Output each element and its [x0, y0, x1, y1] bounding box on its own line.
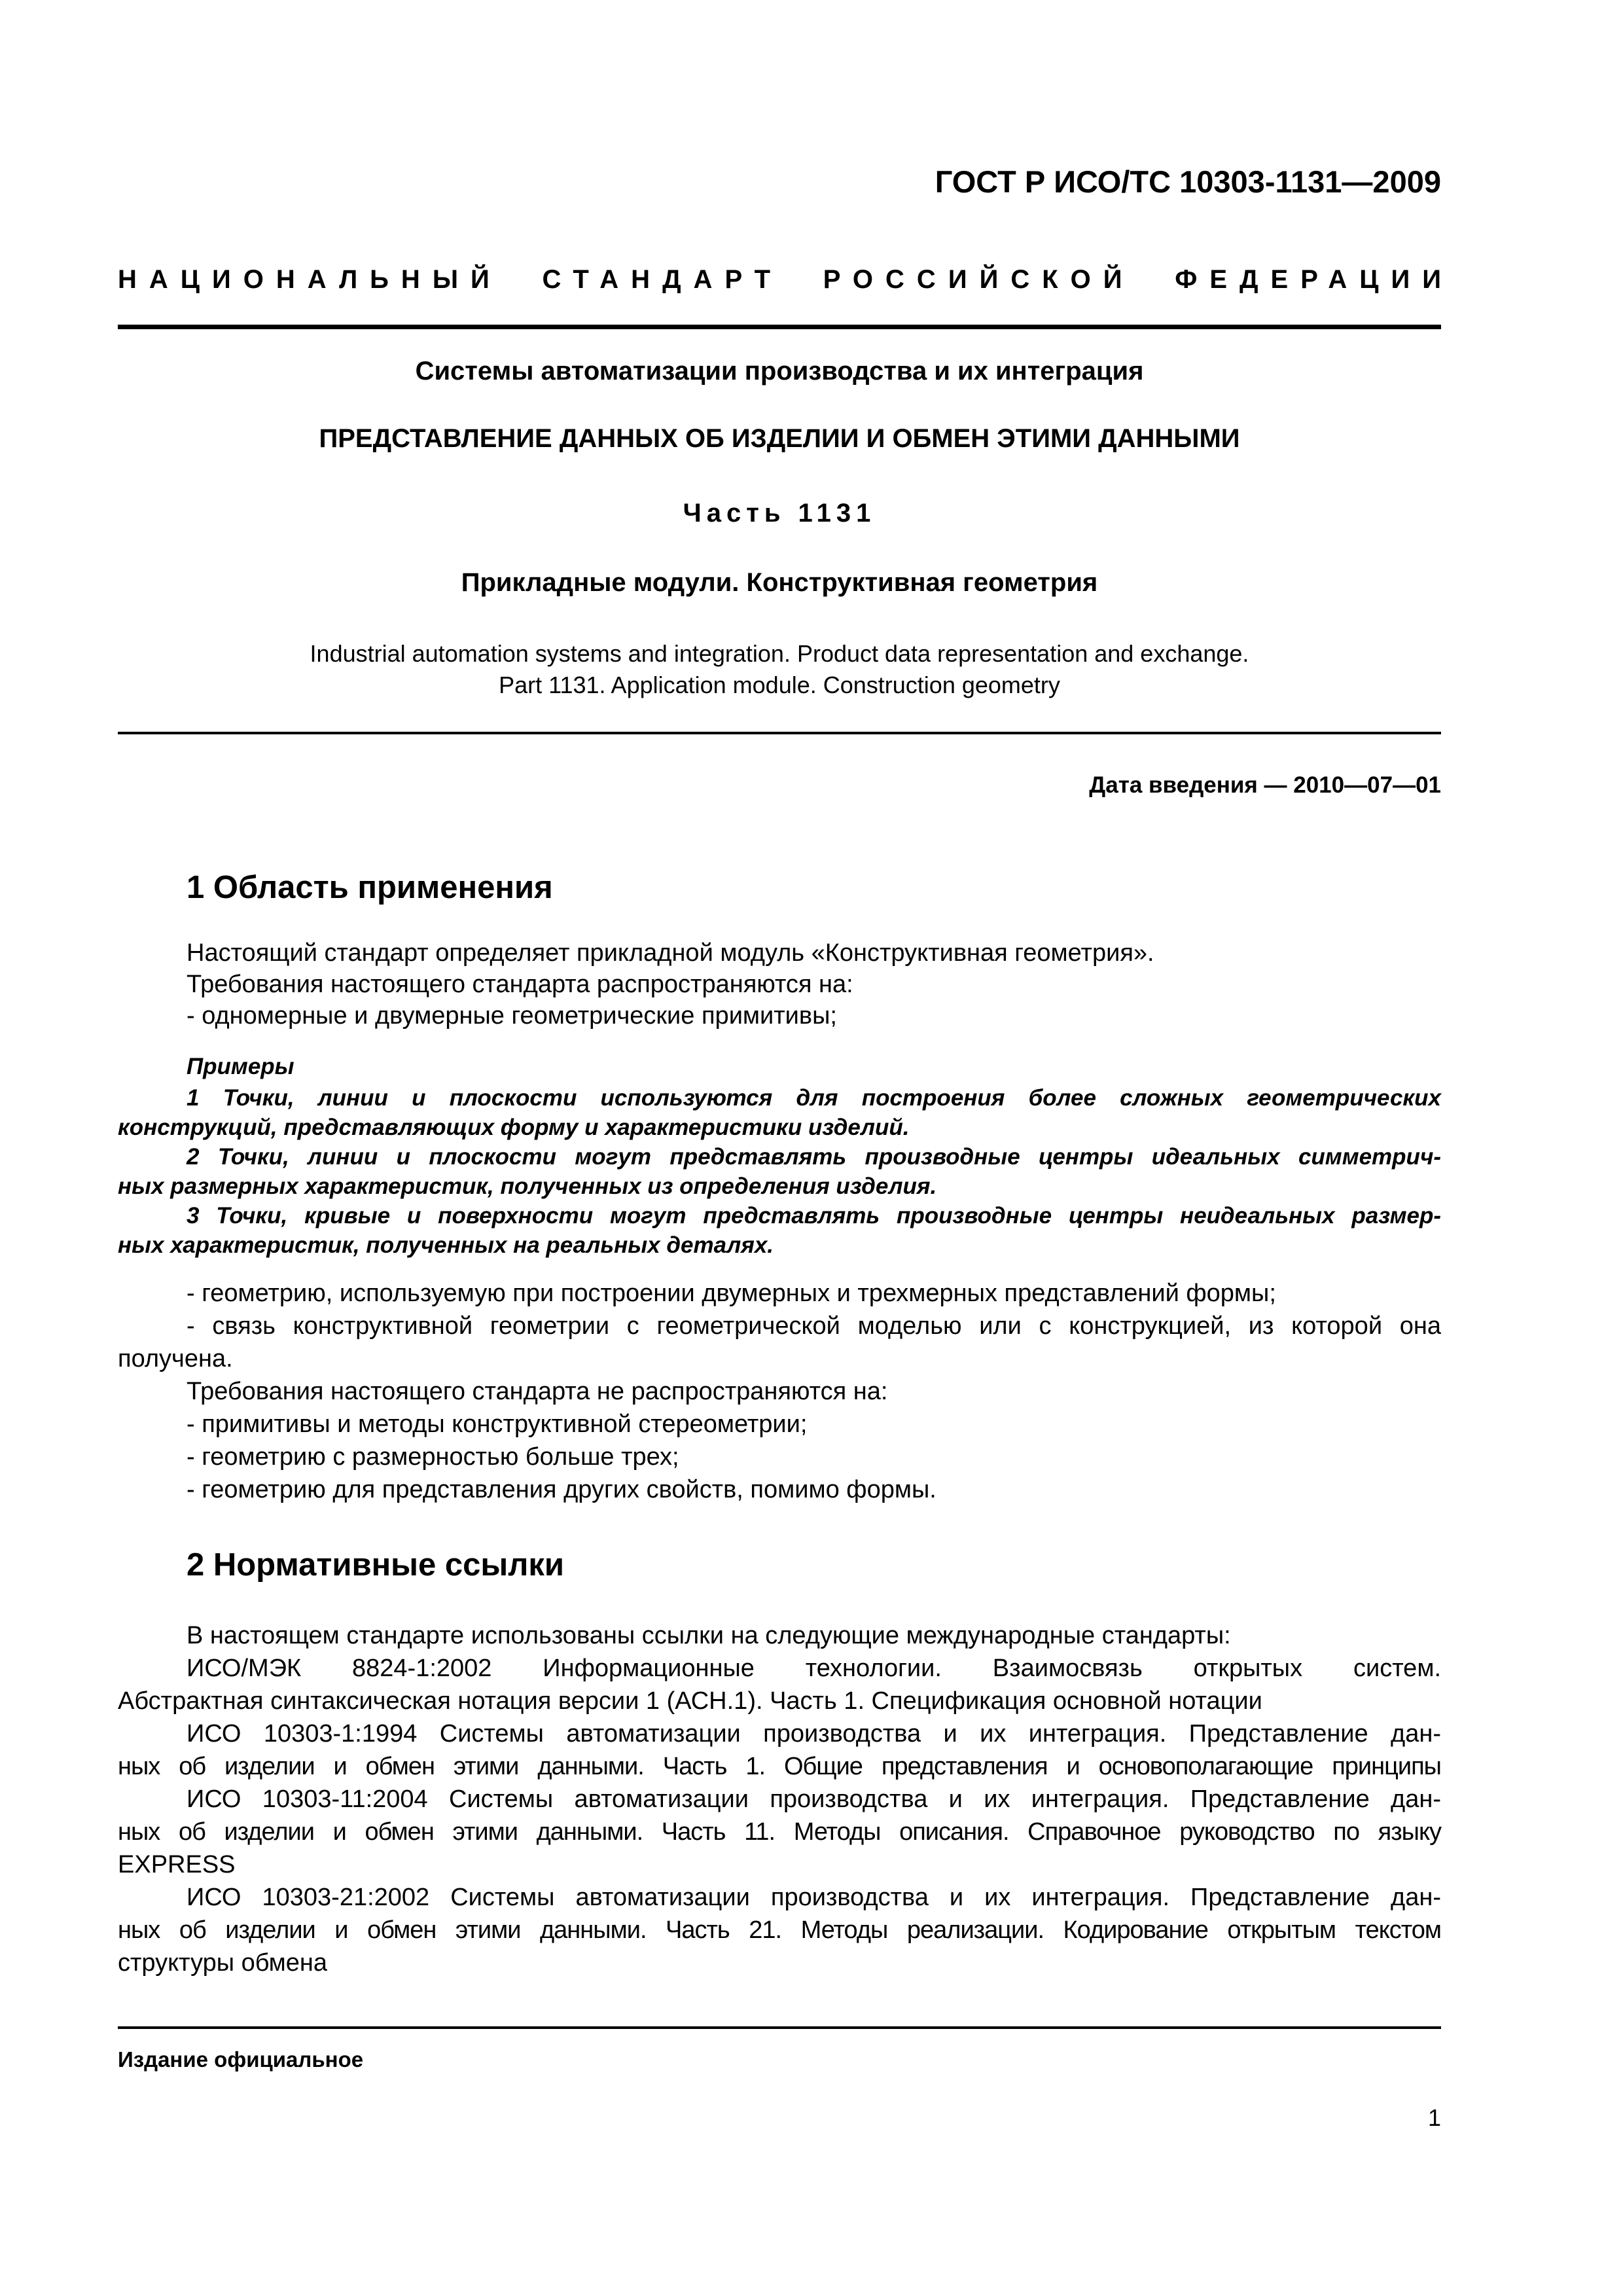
paragraph-line: В настоящем стандарте использованы ссылки на следующие международные стандарты: — [187, 1622, 1231, 1649]
reference-line: EXPRESS — [118, 1851, 236, 1878]
reference-line: ных об изделии и обмен этими данными. Часть 1. Общие представления и основополагающие принципы — [118, 1753, 1441, 1780]
english-title — [118, 638, 1441, 701]
banner-word: РОССИЙСКОЙ — [823, 265, 1135, 294]
national-standard-banner — [118, 265, 1454, 295]
reference-line: ИСО 10303-21:2002 Системы автоматизации производства и их интеграция. Представление дан- — [187, 1884, 1441, 1911]
paragraph-line: - геометрию с размерностью больше трех; — [187, 1443, 679, 1471]
banner-word: СТАНДАРТ — [542, 265, 783, 294]
official-edition-label: Издание официальное — [118, 2047, 364, 2072]
examples-label: Примеры — [187, 1054, 294, 1079]
thick-divider — [118, 325, 1441, 329]
main-title: ПРЕДСТАВЛЕНИЕ ДАННЫХ ОБ ИЗДЕЛИИ И ОБМЕН ЭТИМИ ДАННЫМИ — [319, 424, 1240, 453]
reference-line: ИСО 10303-1:1994 Системы автоматизации производства и их интеграция. Представление дан- — [187, 1720, 1441, 1748]
example-line: ных размерных характеристик, полученных из определения изделия. — [118, 1174, 937, 1199]
example-line: 3 Точки, кривые и поверхности могут представлять производные центры неидеальных размер- — [187, 1203, 1441, 1229]
subtitle: Прикладные модули. Конструктивная геометрия — [461, 568, 1098, 597]
divider — [118, 732, 1441, 734]
paragraph-line: - одномерные и двумерные геометрические примитивы; — [187, 1002, 837, 1030]
paragraph-line: получена. — [118, 1345, 233, 1372]
paragraph-line: Настоящий стандарт определяет прикладной модуль «Конструктивная геометрия». — [187, 939, 1154, 967]
banner-word: ФЕДЕРАЦИИ — [1175, 265, 1454, 294]
reference-line: ных об изделии и обмен этими данными. Часть 11. Методы описания. Справочное руководство по языку — [118, 1818, 1441, 1846]
introduction-date: Дата введения — 2010—07—01 — [1089, 772, 1441, 798]
banner-word: НАЦИОНАЛЬНЫЙ — [118, 265, 502, 294]
footer-divider — [118, 2026, 1441, 2029]
example-line: 1 Точки, линии и плоскости используются для построения более сложных геометрических — [187, 1085, 1441, 1111]
reference-line: ИСО/МЭК 8824-1:2002 Информационные технологии. Взаимосвязь открытых систем. — [187, 1655, 1441, 1682]
example-line: 2 Точки, линии и плоскости могут представлять производные центры идеальных симметрич- — [187, 1144, 1441, 1170]
example-line: конструкций, представляющих форму и характеристики изделий. — [118, 1115, 910, 1140]
paragraph-line: - геометрию для представления других свойств, помимо формы. — [187, 1476, 936, 1503]
paragraph-line: - примитивы и методы конструктивной стереометрии; — [187, 1410, 808, 1438]
system-title: Системы автоматизации производства и их интеграция — [415, 357, 1144, 386]
scope-text — [187, 937, 1441, 1031]
reference-line: ИСО 10303-11:2004 Системы автоматизации производства и их интеграция. Представление дан- — [187, 1785, 1441, 1813]
paragraph-line: Требования настоящего стандарта не распространяются на: — [187, 1378, 888, 1405]
paragraph-line: Требования настоящего стандарта распространяются на: — [187, 971, 853, 998]
paragraph-line: - геометрию, используемую при построении двумерных и трехмерных представлений формы; — [187, 1280, 1276, 1307]
paragraph-line: - связь конструктивной геометрии с геометрической моделью или с конструкцией, из которой она — [187, 1312, 1441, 1340]
reference-line: ных об изделии и обмен этими данными. Часть 21. Методы реализации. Кодирование открытым текстом — [118, 1916, 1441, 1944]
section-heading: 1 Область применения — [187, 870, 553, 905]
part-number: Часть 1131 — [683, 499, 876, 528]
page-number: 1 — [1427, 2104, 1441, 2131]
english-title-line: Industrial automation systems and integration. Product data representation and exchange. — [310, 640, 1249, 667]
section-heading: 2 Нормативные ссылки — [187, 1547, 564, 1583]
document-code: ГОСТ Р ИСО/ТС 10303-1131—2009 — [935, 164, 1441, 199]
reference-line: структуры обмена — [118, 1949, 328, 1977]
example-line: ных характеристик, полученных на реальных деталях. — [118, 1232, 774, 1258]
reference-line: Абстрактная синтаксическая нотация версии 1 (АСН.1). Часть 1. Спецификация основной нотации — [118, 1687, 1262, 1715]
english-title-line: Part 1131. Application module. Construction geometry — [499, 672, 1060, 698]
